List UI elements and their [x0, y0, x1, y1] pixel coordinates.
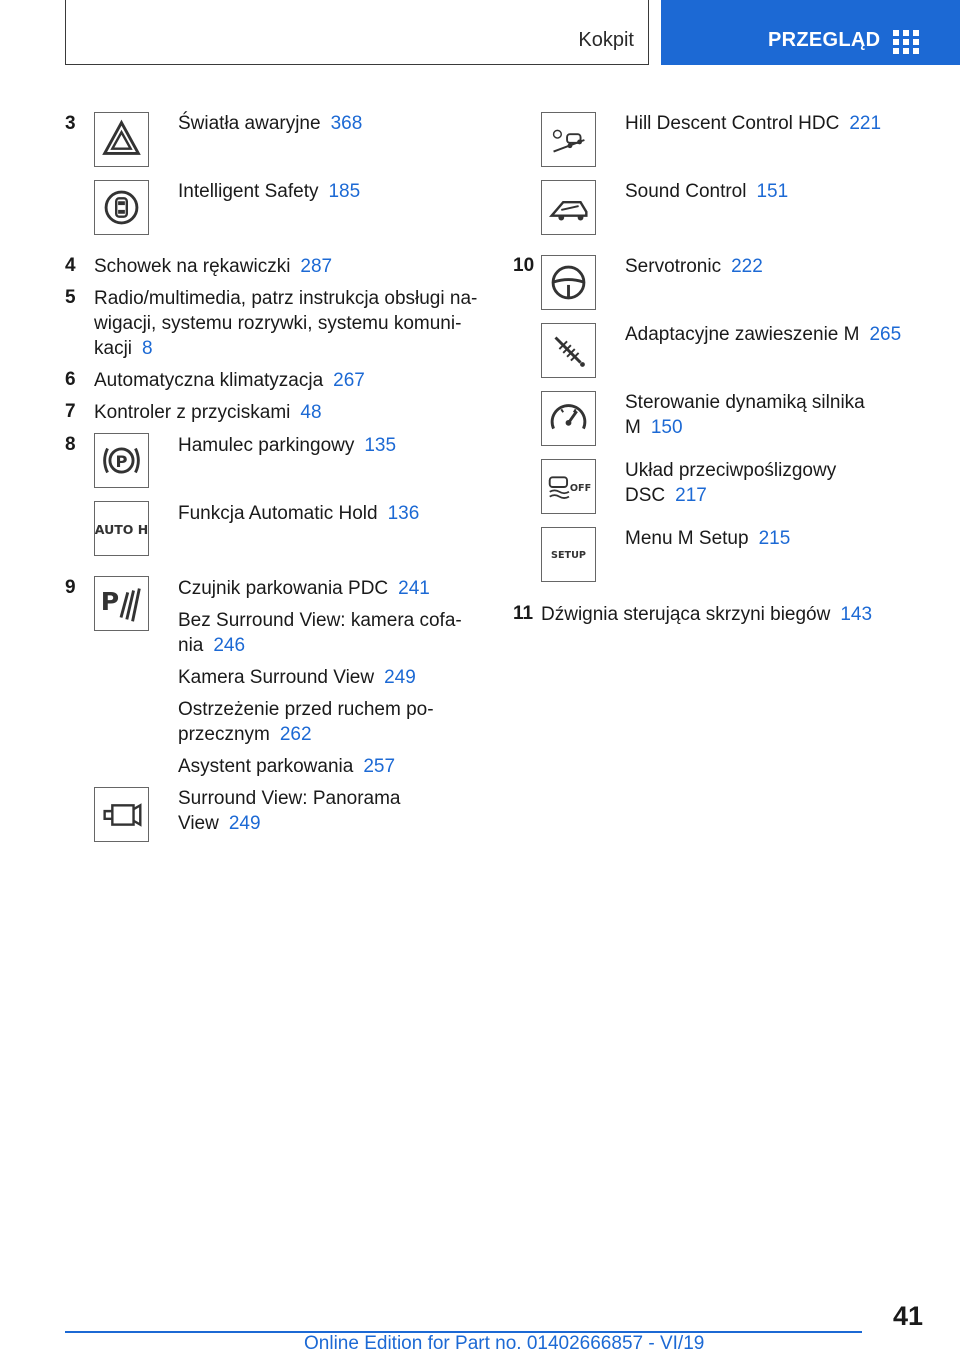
grid-menu-icon[interactable] [893, 30, 921, 54]
dsc-off-icon [541, 459, 596, 514]
entry-dsc [625, 458, 836, 508]
entry-adaptive-suspension [625, 322, 901, 347]
page-ref-link[interactable]: 135 [364, 435, 397, 456]
page-ref-link[interactable]: 185 [328, 181, 361, 202]
page-ref-link[interactable]: 368 [330, 113, 363, 134]
entry-label-line: kacji [94, 338, 133, 359]
entry-label-line: nia [178, 635, 204, 656]
item-number-8: 8 [65, 434, 76, 455]
entry-sound-control [625, 179, 788, 204]
header-section-title: Kokpit [578, 29, 634, 51]
hazard-warning-icon [94, 112, 149, 167]
surround-view-camera-icon [94, 787, 149, 842]
parking-brake-icon [94, 433, 149, 488]
item-number-4: 4 [65, 255, 76, 276]
svg-text:AUTO H: AUTO H [95, 521, 148, 537]
entry-label: Światła awaryjne [178, 113, 321, 134]
entry-label-line: M [625, 417, 641, 438]
item-number-5: 5 [65, 287, 76, 308]
entry-intelligent-safety [178, 179, 360, 204]
entry-label: Funkcja Automatic Hold [178, 503, 378, 524]
entry-label: Kontroler z przyciskami [94, 402, 291, 423]
item-number-9: 9 [65, 577, 76, 598]
page-ref-link[interactable]: 221 [849, 113, 882, 134]
adaptive-suspension-icon [541, 323, 596, 378]
entry-servotronic [625, 254, 763, 279]
auto-hold-icon [94, 501, 149, 556]
page-number: 41 [893, 1301, 924, 1331]
hill-descent-control-icon [541, 112, 596, 167]
page-ref-link[interactable]: 8 [142, 338, 153, 359]
entry-hazard-lights [178, 111, 362, 136]
entry-m-setup [625, 526, 790, 551]
entry-label: Menu M Setup [625, 528, 749, 549]
intelligent-safety-icon [94, 180, 149, 235]
page-ref-link[interactable]: 48 [300, 402, 322, 423]
entry-hill-descent [625, 111, 881, 136]
page-ref-link[interactable]: 249 [384, 667, 416, 688]
entry-automatic-hold [178, 501, 419, 526]
entry-label-line: wigacji, systemu rozrywki, systemu komuni- [94, 313, 462, 334]
page-ref-link[interactable]: 143 [840, 604, 873, 625]
entry-label-line: Ostrzeżenie przed ruchem po- [178, 699, 434, 720]
entry-label: Schowek na rękawiczki [94, 256, 291, 277]
entry-label: Hamulec parkingowy [178, 435, 355, 456]
page-ref-link[interactable]: 217 [675, 485, 707, 506]
entry-label-line: przecznym [178, 724, 270, 745]
header-section-box [65, 0, 649, 65]
item-number-10: 10 [513, 255, 535, 276]
sound-control-icon [541, 180, 596, 235]
item-number-11: 11 [513, 603, 534, 624]
entry-label: Czujnik parkowania PDC [178, 578, 389, 599]
steering-wheel-icon [541, 255, 596, 310]
entry-label-line: DSC [625, 485, 666, 506]
entry-climate-control [94, 368, 365, 393]
entry-label-line: Radio/multimedia, patrz instrukcja obsługi na- [94, 288, 478, 309]
entry-label: Sound Control [625, 181, 747, 202]
engine-dynamics-gauge-icon [541, 391, 596, 446]
entry-label-line: Sterowanie dynamiką silnika [625, 392, 865, 413]
entry-label-line: Układ przeciwpoślizgowy [625, 460, 837, 481]
entry-label: Automatyczna klimatyzacja [94, 370, 324, 391]
item-number-3: 3 [65, 113, 76, 134]
page-ref-link[interactable]: 136 [387, 503, 420, 524]
entry-panorama-view [178, 786, 401, 836]
page-ref-link[interactable]: 241 [398, 578, 430, 599]
svg-text:P: P [100, 586, 120, 616]
m-setup-icon [541, 527, 596, 582]
item-number-6: 6 [65, 369, 76, 390]
entry-label: Intelligent Safety [178, 181, 319, 202]
page-ref-link[interactable]: 257 [363, 756, 396, 777]
page-ref-link[interactable]: 222 [731, 256, 763, 277]
page-ref-link[interactable]: 246 [213, 635, 246, 656]
entry-parking-brake [178, 433, 396, 458]
footer-edition: Online Edition for Part no. 01402666857 - VI/19 [304, 1333, 705, 1354]
page-ref-link[interactable]: 150 [650, 417, 683, 438]
entry-engine-dynamics [625, 390, 865, 440]
entry-label: Servotronic [625, 256, 722, 277]
entry-label: Kamera Surround View [178, 667, 375, 688]
header-chapter-title: PRZEGLĄD [768, 29, 881, 51]
page-ref-link[interactable]: 151 [756, 181, 789, 202]
entry-glove-box [94, 254, 332, 279]
entry-controller [94, 400, 322, 425]
page-ref-link[interactable]: 265 [869, 324, 902, 345]
svg-text:OFF: OFF [569, 482, 592, 494]
entry-gear-selector [541, 602, 872, 627]
page-ref-link[interactable]: 267 [333, 370, 365, 391]
entry-label: Hill Descent Control HDC [625, 113, 840, 134]
svg-text:P: P [115, 451, 128, 471]
item-number-7: 7 [65, 401, 76, 422]
entry-pdc-group [178, 576, 478, 786]
entry-label: Adaptacyjne zawieszenie M [625, 324, 860, 345]
entry-label-line: Surround View: Panorama [178, 788, 401, 809]
park-distance-control-icon [94, 576, 149, 631]
svg-text:SETUP: SETUP [551, 549, 586, 561]
page-ref-link[interactable]: 287 [300, 256, 333, 277]
header-chapter-tab[interactable] [661, 0, 960, 65]
entry-label: Dźwignia sterująca skrzyni biegów [541, 604, 831, 625]
page-ref-link[interactable]: 215 [758, 528, 791, 549]
entry-label-line: Bez Surround View: kamera cofa- [178, 610, 462, 631]
page-ref-link[interactable]: 249 [228, 813, 261, 834]
page-ref-link[interactable]: 262 [279, 724, 312, 745]
entry-label: Asystent parkowania [178, 756, 354, 777]
entry-radio-multimedia [94, 286, 484, 361]
entry-label-line: View [178, 813, 219, 834]
